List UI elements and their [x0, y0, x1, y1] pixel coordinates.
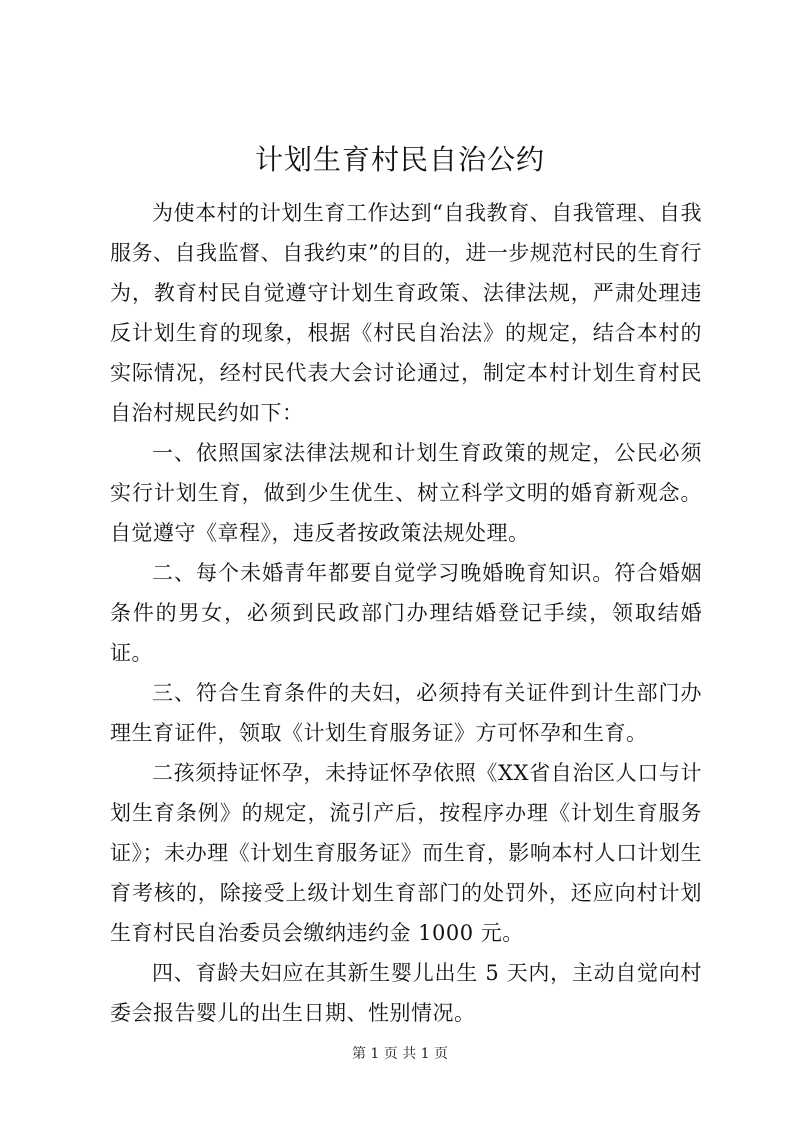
- paragraph-article-2: 二、每个未婚青年都要自觉学习晚婚晚育知识。符合婚姻条件的男女，必须到民政部门办理结婚登记手续，领取结婚证。: [110, 561, 702, 665]
- paragraph-article-3: 三、符合生育条件的夫妇，必须持有关证件到计生部门办理生育证件，领取《计划生育服务证》方可怀孕和生育。: [110, 681, 702, 745]
- document-title: 计划生育村民自治公约: [254, 143, 545, 176]
- paragraph-article-1: 一、依照国家法律法规和计划生育政策的规定，公民必须实行计划生育，做到少生优生、树立科学文明的婚育新观念。自觉遵守《章程》，违反者按政策法规处理。: [110, 441, 702, 545]
- paragraph-second-child: 二孩须持证怀孕，未持证怀孕依照《XX省自治区人口与计划生育条例》的规定，流引产后，按程序办理《计划生育服务证》；未办理《计划生育服务证》而生育，影响本村人口计划生育考核的，除接受上级计划生育部门的处罚外，还应向村计划生育村民自治委员会缴纳违约金 1000 元。: [110, 761, 702, 945]
- document-body: [110, 193, 702, 1033]
- page-number-footer: 第 1 页 共 1 页: [351, 1046, 449, 1062]
- paragraph-article-4: 四、育龄夫妇应在其新生婴儿出生 5 天内，主动自觉向村委会报告婴儿的出生日期、性别情况。: [110, 961, 702, 1025]
- paragraph-preamble: 为使本村的计划生育工作达到“自我教育、自我管理、自我服务、自我监督、自我约束”的目的，进一步规范村民的生育行为，教育村民自觉遵守计划生育政策、法律法规，严肃处理违反计划生育的现象，根据《村民自治法》的规定，结合本村的实际情况，经村民代表大会讨论通过，制定本村计划生育村民自治村规民约如下：: [110, 201, 702, 425]
